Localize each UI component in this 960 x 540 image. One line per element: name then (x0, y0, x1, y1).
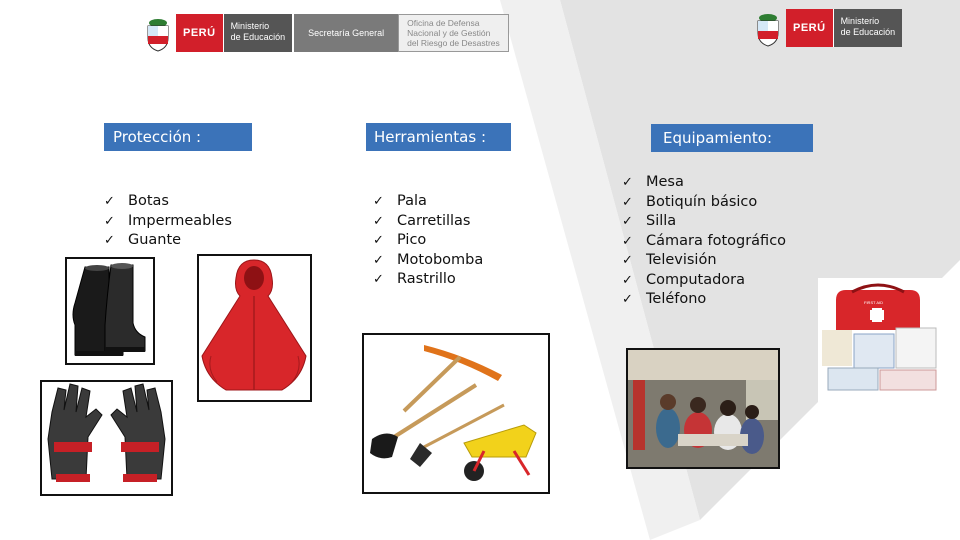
list-item-label: Computadora (646, 271, 746, 288)
raincoat-image (197, 254, 312, 402)
ministry-logo-left (144, 14, 509, 52)
peru-label: PERÚ (786, 9, 833, 47)
list-item (622, 232, 786, 252)
list-item (373, 212, 483, 232)
list-item-label: Impermeables (128, 212, 232, 229)
check-icon: ✓ (622, 175, 633, 190)
list-item-label: Botiquín básico (646, 193, 758, 210)
list-item (622, 193, 786, 213)
tools-icon (364, 335, 548, 492)
list-item-label: Silla (646, 213, 677, 229)
first-aid-label: FIRST AID (864, 300, 884, 305)
list-item (373, 192, 483, 212)
gloves-icon (42, 382, 171, 494)
ministry-logo-right (754, 9, 902, 47)
gloves-image (40, 380, 173, 496)
tools-image (362, 333, 550, 494)
equipamiento-title: Equipamiento: (663, 129, 773, 147)
list-item-label: Pico (397, 232, 427, 248)
check-icon: ✓ (104, 233, 115, 248)
check-icon: ✓ (622, 194, 633, 210)
peru-label: PERÚ (176, 14, 223, 52)
list-item-label: Guante (128, 232, 182, 248)
list-item (104, 192, 232, 212)
ministry-label: Ministerio de Educación (223, 14, 293, 52)
list-item-label: Teléfono (646, 291, 707, 307)
first-aid-kit-icon (818, 278, 944, 404)
office-label: Oficina de Defensa Nacional y de Gestión del Riesgo de Desastres (398, 14, 509, 52)
list-item-label: Mesa (646, 174, 684, 190)
list-item-label: Televisión (646, 252, 717, 268)
list-item (622, 290, 786, 310)
list-item (373, 270, 483, 290)
list-item-label: Carretillas (397, 212, 471, 229)
equipamiento-header (651, 124, 813, 152)
peru-coat-of-arms-icon (754, 9, 782, 47)
ministry-label: Ministerio de Educación (833, 9, 903, 47)
list-item (622, 251, 786, 271)
list-item-label: Botas (128, 193, 169, 209)
peru-coat-of-arms-icon (144, 14, 172, 52)
list-item-label: Pala (397, 193, 427, 209)
check-icon: ✓ (622, 272, 633, 288)
proteccion-header (104, 123, 252, 151)
check-icon: ✓ (373, 272, 384, 287)
list-item-label: Motobomba (397, 251, 484, 268)
check-icon: ✓ (622, 253, 633, 268)
first-aid-kit-image (818, 278, 944, 404)
secretariat-label: Secretaría General (292, 14, 398, 52)
list-item-label: Cámara fotográfico (646, 232, 787, 249)
herramientas-header (366, 123, 511, 151)
boots-icon (67, 259, 153, 363)
raincoat-icon (199, 256, 310, 400)
check-icon: ✓ (622, 214, 633, 229)
list-item (622, 212, 786, 232)
list-item (373, 231, 483, 251)
list-item (622, 173, 786, 193)
equipamiento-list (622, 173, 786, 310)
check-icon: ✓ (373, 194, 384, 209)
classroom-scene-icon (628, 350, 778, 467)
list-item (104, 212, 232, 232)
classroom-photo (626, 348, 780, 469)
check-icon: ✓ (373, 233, 384, 248)
check-icon: ✓ (622, 233, 633, 249)
herramientas-title: Herramientas : (374, 128, 486, 146)
check-icon: ✓ (622, 292, 633, 307)
list-item (373, 251, 483, 271)
check-icon: ✓ (104, 213, 115, 229)
list-item-label: Rastrillo (397, 271, 456, 287)
proteccion-title: Protección : (113, 128, 202, 146)
herramientas-list (373, 192, 483, 290)
proteccion-list (104, 192, 232, 251)
check-icon: ✓ (373, 213, 384, 229)
check-icon: ✓ (104, 194, 115, 209)
list-item (104, 231, 232, 251)
boots-image (65, 257, 155, 365)
check-icon: ✓ (373, 252, 384, 268)
list-item (622, 271, 786, 291)
